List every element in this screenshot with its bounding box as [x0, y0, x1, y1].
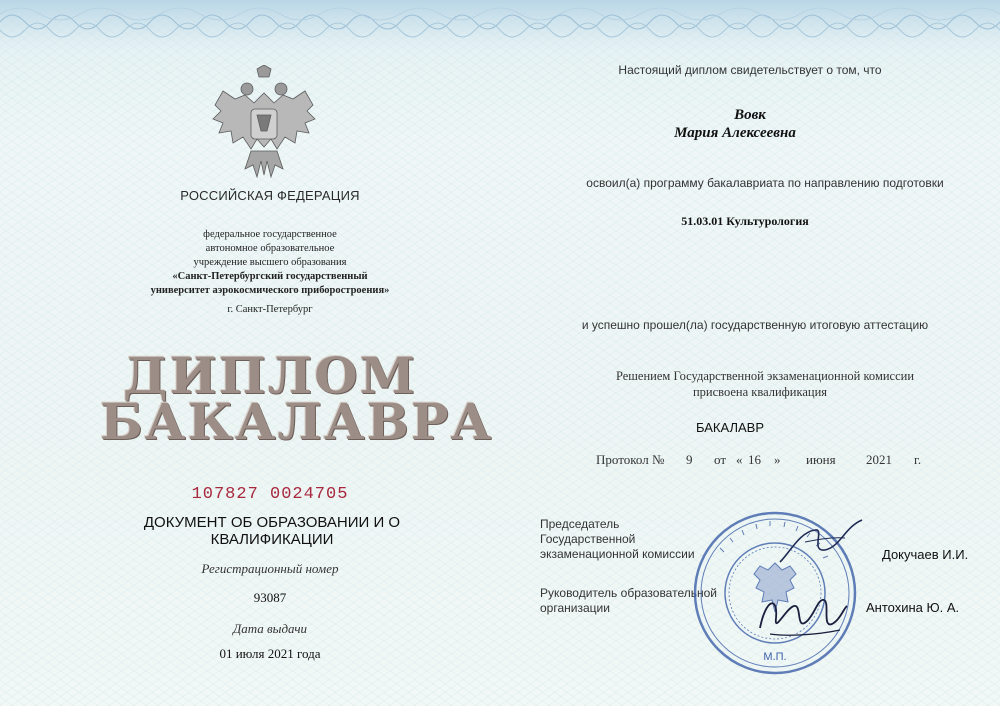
chairman-name: Докучаев И.И. — [882, 547, 969, 562]
chairman-signature — [770, 512, 870, 572]
protocol-open-quote: « — [736, 452, 743, 467]
protocol-from: от — [714, 452, 727, 467]
certifies-header: Настоящий диплом свидетельствует о том, что — [618, 63, 882, 77]
protocol-number: 9 — [686, 452, 693, 467]
signatory-chairman-line-3: экзаменационной комиссии — [540, 547, 695, 561]
protocol-day: 16 — [748, 452, 761, 467]
country-name: РОССИЙСКАЯ ФЕДЕРАЦИЯ — [180, 188, 360, 203]
registration-label: Регистрационный номер — [201, 561, 339, 576]
institution-line-4: «Санкт-Петербургский государственный — [172, 271, 368, 282]
institution-line-3: учреждение высшего образования — [193, 257, 347, 268]
stamp-mark: М.П. — [763, 651, 787, 663]
head-signature — [752, 578, 852, 648]
protocol-row — [596, 452, 936, 472]
protocol-year: 2021 — [866, 452, 892, 467]
issue-date: 01 июля 2021 года — [219, 646, 321, 661]
serial-number: 107827 0024705 — [191, 485, 349, 504]
signatory-chairman-line-2: Государственной — [540, 532, 636, 546]
protocol-close-quote: » — [774, 452, 781, 467]
institution-line-1: федеральное государственное — [203, 229, 337, 240]
registration-number: 93087 — [253, 590, 287, 605]
coat-of-arms-emblem — [207, 65, 322, 185]
diploma-title-line-2: БАКАЛАВРА — [100, 392, 494, 451]
program-statement: освоил(а) программу бакалавриата по направлению подготовки — [586, 176, 944, 190]
protocol-label: Протокол № — [596, 452, 665, 467]
qualification: БАКАЛАВР — [696, 420, 764, 435]
diploma-title-line-1: ДИПЛОМ — [122, 346, 418, 405]
institution-city: г. Санкт-Петербург — [227, 304, 313, 315]
signatory-head-line-1: Руководитель образовательной — [540, 586, 717, 600]
issue-date-label: Дата выдачи — [232, 621, 308, 636]
commission-decision-line-1: Решением Государственной экзаменационной комиссии — [615, 369, 915, 383]
head-name: Антохина Ю. А. — [866, 600, 960, 615]
guilloche-border — [0, 0, 1000, 60]
institution-line-5: университет аэрокосмического приборостроения» — [150, 285, 390, 296]
protocol-year-suffix: г. — [914, 452, 922, 467]
signatory-chairman-line-1: Председатель — [540, 517, 620, 531]
graduate-surname: Вовк — [734, 107, 766, 123]
document-type: ДОКУМЕНТ ОБ ОБРАЗОВАНИИ И О КВАЛИФИКАЦИИ — [143, 514, 401, 548]
signatory-head-line-2: организации — [540, 601, 610, 615]
specialty: 51.03.01 Культурология — [681, 214, 809, 228]
graduate-name: Мария Алексеевна — [674, 125, 796, 141]
institution-line-2: автономное образовательное — [205, 243, 335, 254]
attestation-statement: и успешно прошел(ла) государственную итоговую аттестацию — [581, 318, 929, 332]
protocol-month: июня — [806, 452, 836, 467]
commission-decision-line-2: присвоена квалификация — [692, 385, 828, 399]
